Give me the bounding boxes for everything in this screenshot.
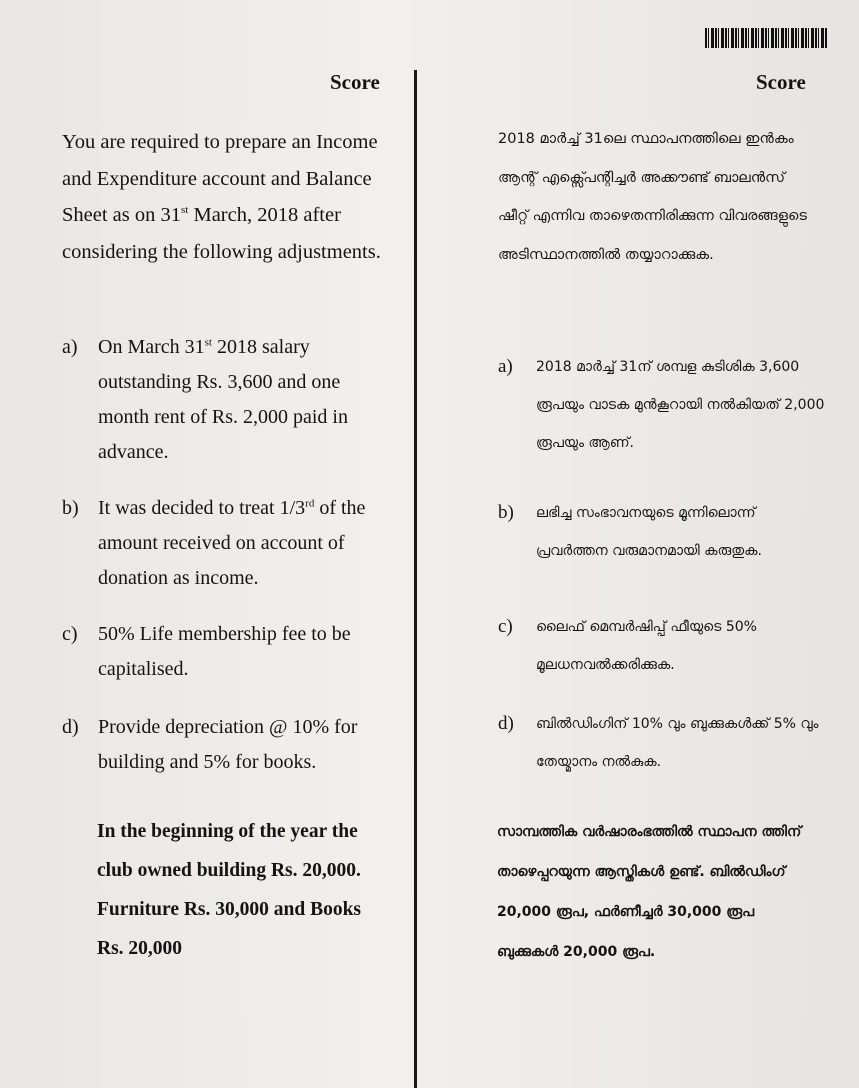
item-label: d) [498, 713, 514, 734]
item-label: c) [498, 616, 513, 637]
item-text: 2018 മാർച്ച് 31ന് ശമ്പള കുടിശിക 3,600 രൂപയും വാടക മുൻകൂറായി നൽകിയത് 2,000 രൂപയും ആണ്. [536, 359, 825, 451]
item-text: On March 31st 2018 salary outstanding Rs. 3,600 and one month rent of Rs. 2,000 paid in advance. [98, 336, 348, 463]
opening-assets-note: In the beginning of the year the club owned building Rs. 20,000. Furniture Rs. 30,000 and Books Rs. 20,000 [97, 821, 362, 959]
item-label: d) [62, 716, 79, 738]
opening-assets-note-malayalam: സാമ്പത്തിക വർഷാരംഭത്തിൽ സ്ഥാപന ത്തിന് താഴെപ്പറയുന്ന ആസ്തികൾ ഉണ്ട്. ബിൽഡിംഗ് 20,000 രൂപ, ഫർണീച്ചർ 30,000 രൂപ ബുക്കുകൾ 20,000 രൂപ. [497, 824, 802, 960]
column-divider [414, 70, 417, 1088]
item-text: ബിൽഡിംഗിന് 10% വും ബുക്കുകൾക്ക് 5% വും തേയ്മാനം നൽകുക. [536, 716, 819, 770]
item-text: ലൈഫ് മെമ്പർഷിപ്പ് ഫീയുടെ 50% മൂലധനവൽക്കരിക്കുക. [536, 619, 757, 673]
item-label: c) [62, 623, 78, 645]
item-label: b) [62, 497, 79, 519]
item-label: b) [498, 502, 514, 523]
score-label-left: Score [330, 70, 380, 94]
barcode-icon [705, 28, 827, 48]
question-intro-malayalam: 2018 മാർച്ച് 31ലെ സ്ഥാപനത്തിലെ ഇൻകം ആന്റ് എക്സ്പെന്റിച്ചർ അക്കൗണ്ട് ബാലൻസ് ഷീറ്റ് എന്നിവ താഴെതന്നിരിക്കുന്ന വിവരങ്ങളുടെ അടിസ്ഥാനത്തിൽ തയ്യാറാക്കുക. [498, 131, 807, 263]
item-text: 50% Life membership fee to be capitalised. [98, 623, 351, 680]
score-label-right: Score [756, 70, 806, 94]
item-label: a) [498, 356, 513, 377]
item-text: ലഭിച്ച സംഭാവനയുടെ മൂന്നിലൊന്ന് പ്രവർത്തന വരുമാനമായി കരുതുക. [536, 505, 762, 559]
item-text: Provide depreciation @ 10% for building and 5% for books. [98, 716, 358, 773]
item-text: It was decided to treat 1/3rd of the amount received on account of donation as income. [98, 497, 366, 589]
item-label: a) [62, 336, 78, 358]
question-intro-english: You are required to prepare an Income and Expenditure account and Balance Sheet as on 31st March, 2018 after considering the following adjustments. [62, 131, 381, 263]
